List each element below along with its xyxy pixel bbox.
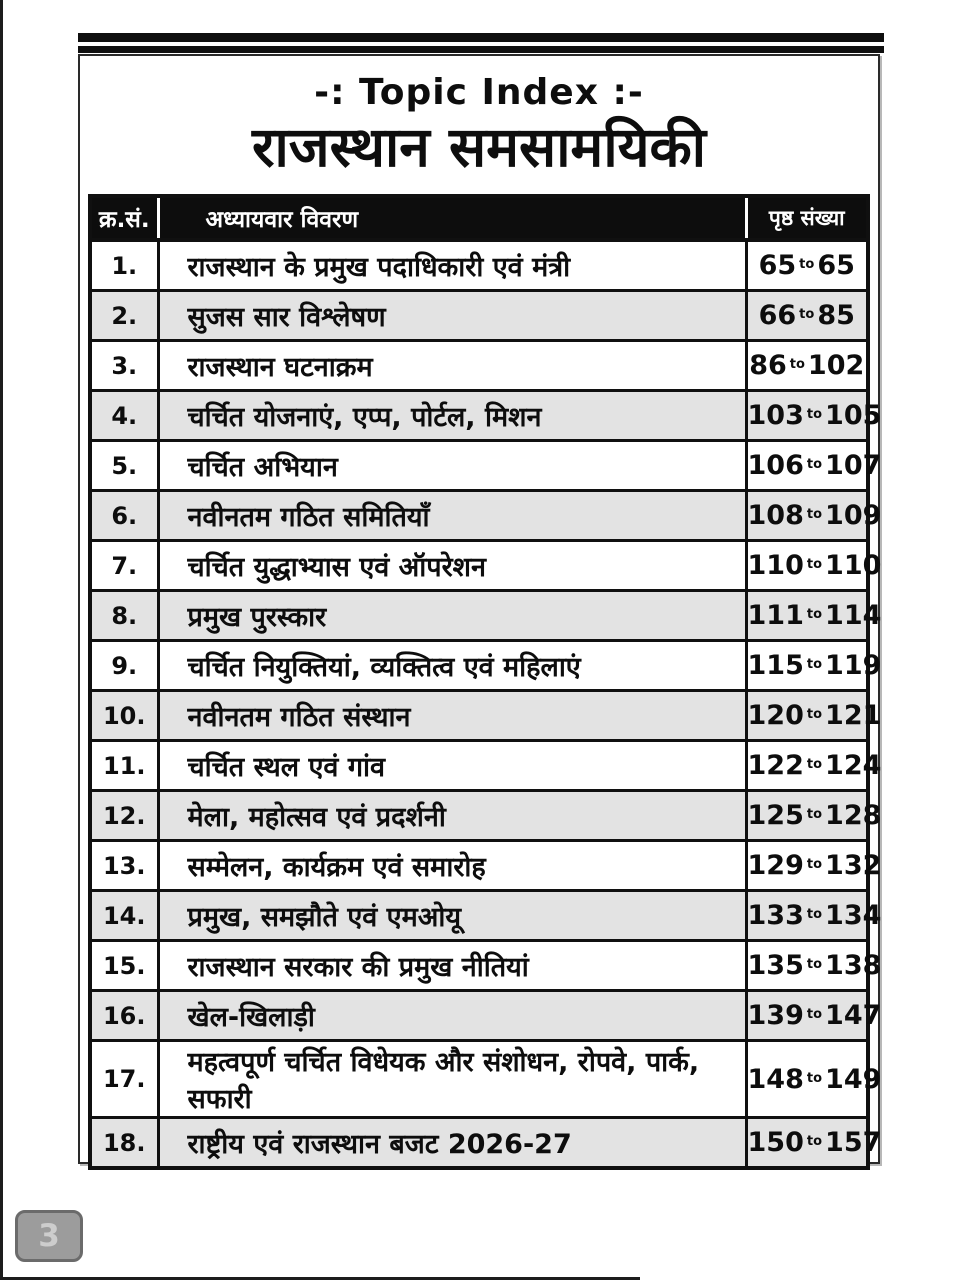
table-row — [90, 541, 868, 591]
row-pages — [746, 741, 882, 791]
row-title: सुजस सार विश्लेषण — [158, 291, 746, 341]
content-box — [78, 54, 880, 1164]
row-serial: 1. — [90, 240, 158, 291]
row-pages — [746, 791, 882, 841]
page-range-separator: to — [799, 257, 815, 272]
page-to: 110 — [825, 550, 882, 581]
row-serial: 5. — [90, 441, 158, 491]
table-row — [90, 691, 868, 741]
topic-index-table — [88, 194, 882, 1170]
table-row — [90, 491, 868, 541]
row-title: चर्चित योजनाएं, एप्प, पोर्टल, मिशन — [158, 391, 746, 441]
page-to: 128 — [825, 800, 882, 831]
table-row — [90, 941, 868, 991]
row-pages — [746, 941, 882, 991]
row-serial: 8. — [90, 591, 158, 641]
row-serial: 16. — [90, 991, 158, 1041]
page-from: 148 — [747, 1063, 804, 1095]
row-title: राजस्थान के प्रमुख पदाधिकारी एवं मंत्री — [158, 240, 746, 291]
column-header-pages: पृष्ठ संख्या — [746, 196, 868, 240]
row-pages — [746, 1118, 882, 1169]
page-range-separator: to — [806, 957, 823, 972]
row-title: चर्चित स्थल एवं गांव — [158, 741, 746, 791]
column-header-serial: क्र.सं. — [90, 196, 158, 240]
row-pages — [746, 841, 882, 891]
row-title: नवीनतम गठित संस्थान — [158, 691, 746, 741]
table-row — [90, 341, 868, 391]
page-to: 132 — [825, 850, 882, 881]
page-range-separator: to — [806, 1134, 823, 1149]
table-row — [90, 591, 868, 641]
column-header-description: अध्यायवार विवरण — [158, 196, 746, 240]
page-range-separator: to — [806, 557, 823, 572]
page-from: 129 — [747, 850, 804, 881]
page-range-separator: to — [799, 307, 815, 322]
row-title: महत्वपूर्ण चर्चित विधेयक और संशोधन, रोपवे, पार्क, सफारी — [158, 1041, 746, 1118]
page-range-separator: to — [806, 657, 823, 672]
row-serial: 17. — [90, 1041, 158, 1118]
row-serial: 3. — [90, 341, 158, 391]
row-pages — [746, 691, 882, 741]
page-range-separator: to — [806, 907, 823, 922]
row-title: सम्मेलन, कार्यक्रम एवं समारोह — [158, 841, 746, 891]
page-to: 149 — [825, 1063, 882, 1095]
page-from: 125 — [747, 800, 804, 831]
row-pages — [746, 541, 882, 591]
page-from: 86 — [749, 350, 787, 381]
page-from: 110 — [747, 550, 804, 581]
page-from: 106 — [747, 450, 804, 481]
page-range-separator: to — [789, 357, 805, 372]
photo-left-edge-line — [0, 0, 3, 1280]
page-from: 139 — [747, 1000, 804, 1031]
row-title: नवीनतम गठित समितियाँ — [158, 491, 746, 541]
page-to: 147 — [825, 1000, 882, 1031]
row-pages — [746, 891, 882, 941]
row-title: चर्चित अभियान — [158, 441, 746, 491]
row-pages — [746, 240, 868, 291]
page-subtitle-hindi: राजस्थान समसामयिकी — [252, 115, 706, 179]
page-range-separator: to — [806, 407, 823, 422]
row-serial: 4. — [90, 391, 158, 441]
row-serial: 2. — [90, 291, 158, 341]
row-serial: 12. — [90, 791, 158, 841]
row-pages — [746, 491, 882, 541]
page-range-separator: to — [806, 757, 823, 772]
row-title: खेल-खिलाड़ी — [158, 991, 746, 1041]
double-rule — [78, 33, 884, 53]
table-row — [90, 1118, 868, 1169]
table-row — [90, 741, 868, 791]
page-range-separator: to — [806, 1070, 823, 1086]
page-to: 138 — [825, 950, 882, 981]
row-title: राष्ट्रीय एवं राजस्थान बजट 2026-27 — [158, 1118, 746, 1169]
page-range-separator: to — [806, 507, 823, 522]
row-pages — [746, 341, 868, 391]
page-range-separator: to — [806, 1007, 823, 1022]
row-title: प्रमुख, समझौते एवं एमओयू — [158, 891, 746, 941]
row-serial: 11. — [90, 741, 158, 791]
page-to: 121 — [825, 700, 882, 731]
row-pages — [746, 291, 868, 341]
page-to: 157 — [825, 1127, 882, 1158]
row-title: चर्चित नियुक्तियां, व्यक्तित्व एवं महिलाएं — [158, 641, 746, 691]
row-title: मेला, महोत्सव एवं प्रदर्शनी — [158, 791, 746, 841]
page-range-separator: to — [806, 457, 823, 472]
page-from: 111 — [747, 600, 804, 631]
row-serial: 14. — [90, 891, 158, 941]
page-number-badge: 3 — [15, 1210, 83, 1262]
page-to: 65 — [817, 250, 855, 281]
table-row — [90, 891, 868, 941]
page-from: 122 — [747, 750, 804, 781]
page-to: 119 — [825, 650, 882, 681]
page-to: 102 — [807, 350, 865, 381]
row-serial: 13. — [90, 841, 158, 891]
page-to: 114 — [825, 600, 882, 631]
page-from: 133 — [747, 900, 804, 931]
page-from: 103 — [747, 400, 804, 431]
page-from: 120 — [747, 700, 804, 731]
row-pages — [746, 591, 882, 641]
table-row — [90, 391, 868, 441]
row-title: प्रमुख पुरस्कार — [158, 591, 746, 641]
page-from: 135 — [747, 950, 804, 981]
row-title: राजस्थान सरकार की प्रमुख नीतियां — [158, 941, 746, 991]
page-to: 134 — [825, 900, 882, 931]
row-pages — [746, 441, 882, 491]
page-to: 107 — [825, 450, 882, 481]
table-row — [90, 641, 868, 691]
table-row — [90, 991, 868, 1041]
row-title: राजस्थान घटनाक्रम — [158, 341, 746, 391]
page-from: 65 — [758, 250, 797, 281]
table-row — [90, 791, 868, 841]
table-row — [90, 291, 868, 341]
table-header-row — [90, 196, 868, 240]
page-to: 124 — [825, 750, 882, 781]
page-to: 105 — [825, 400, 882, 431]
row-serial: 9. — [90, 641, 158, 691]
page-from: 108 — [747, 500, 804, 531]
page-range-separator: to — [806, 707, 823, 722]
table-row — [90, 1041, 868, 1118]
row-serial: 6. — [90, 491, 158, 541]
page-range-separator: to — [806, 607, 823, 622]
page-to: 109 — [825, 500, 882, 531]
page-range-separator: to — [806, 807, 823, 822]
row-pages — [746, 641, 882, 691]
row-serial: 10. — [90, 691, 158, 741]
row-serial: 15. — [90, 941, 158, 991]
row-title: चर्चित युद्धाभ्यास एवं ऑपरेशन — [158, 541, 746, 591]
row-pages — [746, 391, 882, 441]
page-from: 66 — [758, 300, 797, 331]
row-serial: 7. — [90, 541, 158, 591]
page-to: 85 — [817, 300, 855, 331]
page-from: 115 — [747, 650, 804, 681]
page-range-separator: to — [806, 857, 823, 872]
rule-bar-top — [78, 33, 884, 42]
row-pages — [746, 1041, 882, 1118]
table-row — [90, 841, 868, 891]
row-serial: 18. — [90, 1118, 158, 1169]
rule-bar-bottom — [78, 46, 884, 53]
table-row — [90, 240, 868, 291]
row-pages — [746, 991, 882, 1041]
table-row — [90, 441, 868, 491]
page-from: 150 — [747, 1127, 804, 1158]
page-title: -: Topic Index :- — [314, 72, 644, 113]
